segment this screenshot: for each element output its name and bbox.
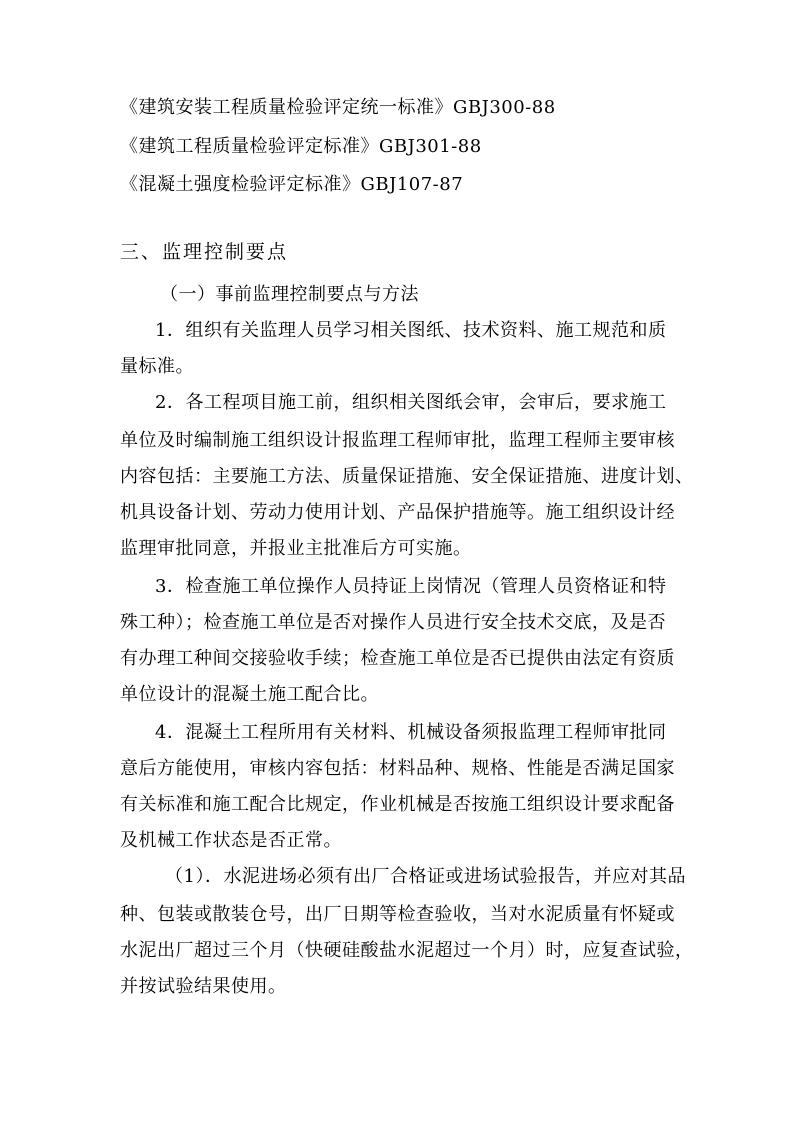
paragraph-line: 机具设备计划、劳动力使用计划、产品保护措施等。施工组织设计经 <box>120 502 675 523</box>
reference-line: 《建筑安装工程质量检验评定统一标准》GBJ300-88 <box>120 97 556 118</box>
paragraph-line: 有办理工种间交接验收手续；检查施工单位是否已提供由法定有资质 <box>120 648 675 669</box>
paragraph-line: 有关标准和施工配合比规定，作业机械是否按施工组织设计要求配备 <box>120 794 675 815</box>
paragraph-line: 种、包装或散装仓号，出厂日期等检查验收，当对水泥质量有怀疑或 <box>120 904 675 925</box>
paragraph-line: 及机械工作状态是否正常。 <box>120 830 342 851</box>
paragraph-line: 殊工种）；检查施工单位是否对操作人员进行安全技术交底，及是否 <box>120 612 666 633</box>
paragraph-line: 并按试验结果使用。 <box>120 976 287 997</box>
paragraph-line: 水泥出厂超过三个月（快硬硅酸盐水泥超过一个月）时，应复查试验， <box>120 940 694 961</box>
paragraph-line: 意后方能使用，审核内容包括：材料品种、规格、性能是否满足国家 <box>120 758 675 779</box>
section-heading: 三、监理控制要点 <box>120 241 289 263</box>
paragraph-line: 内容包括：主要施工方法、质量保证措施、安全保证措施、进度计划、 <box>120 466 694 487</box>
paragraph-line: 1．组织有关监理人员学习相关图纸、技术资料、施工规范和质 <box>155 320 667 341</box>
paragraph-line: 2．各工程项目施工前，组织相关图纸会审，会审后，要求施工 <box>155 392 667 413</box>
paragraph-line: 单位设计的混凝土施工配合比。 <box>120 684 379 705</box>
paragraph-line: 3．检查施工单位操作人员持证上岗情况（管理人员资格证和特 <box>155 576 667 597</box>
paragraph-line: 单位及时编制施工组织设计报监理工程师审批，监理工程师主要审核 <box>120 430 675 451</box>
reference-line: 《建筑工程质量检验评定标准》GBJ301-88 <box>120 136 482 157</box>
reference-line: 《混凝土强度检验评定标准》GBJ107-87 <box>120 174 464 195</box>
paragraph-line: 量标准。 <box>120 356 194 377</box>
paragraph-line: 4．混凝土工程所用有关材料、机械设备须报监理工程师审批同 <box>155 722 667 743</box>
paragraph-line: （1）．水泥进场必须有出厂合格证或进场试验报告，并应对其品 <box>165 866 686 887</box>
subsection-heading: （一）事前监理控制要点与方法 <box>160 284 419 305</box>
paragraph-line: 监理审批同意，并报业主批准后方可实施。 <box>120 538 472 559</box>
